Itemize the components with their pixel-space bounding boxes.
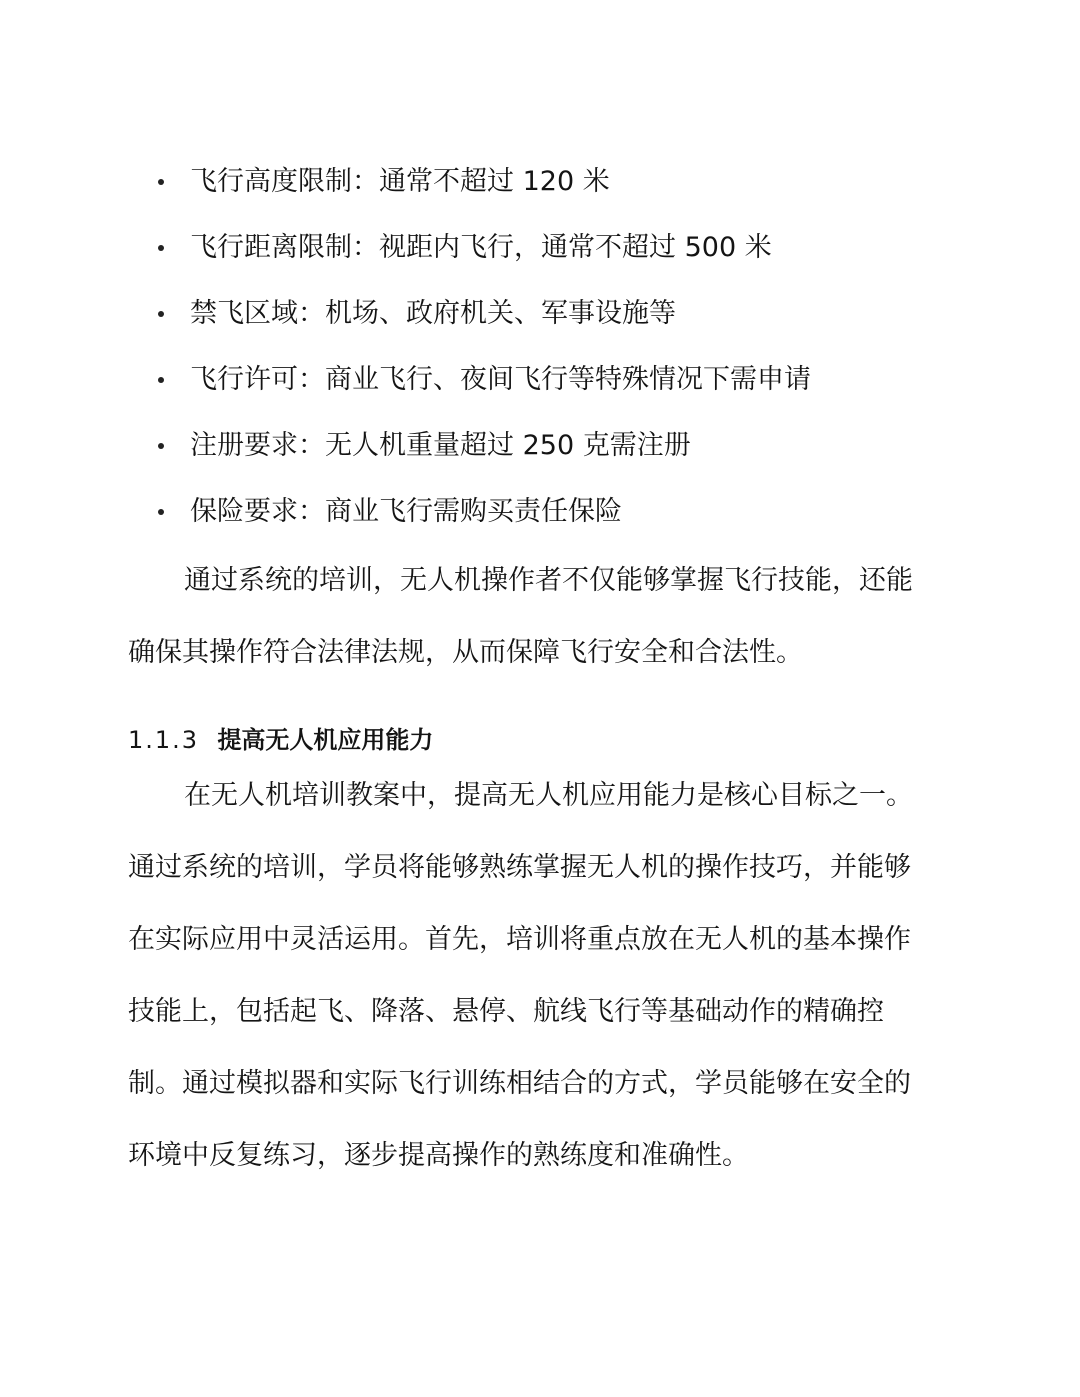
paragraph-line: 环境中反复练习，逐步提高操作的熟练度和准确性。 — [128, 1140, 749, 1171]
summary-paragraph — [128, 545, 958, 689]
bullet-text: 飞行许可：商业飞行、夜间飞行等特殊情况下需申请 — [190, 364, 811, 395]
bullet-dot-icon — [158, 377, 164, 383]
body-paragraph — [128, 760, 958, 1192]
paragraph-line: 技能上，包括起飞、降落、悬停、航线飞行等基础动作的精确控 — [128, 996, 884, 1027]
bullet-dot-icon — [158, 245, 164, 251]
bullet-text: 飞行距离限制：视距内飞行，通常不超过 500 米 — [190, 232, 772, 263]
section-heading — [128, 718, 433, 762]
paragraph-line: 通过系统的培训，无人机操作者不仅能够掌握飞行技能，还能 — [184, 565, 913, 596]
section-number: 1.1.3 — [128, 726, 200, 754]
bullet-text: 飞行高度限制：通常不超过 120 米 — [190, 166, 610, 197]
paragraph-line: 制。通过模拟器和实际飞行训练相结合的方式，学员能够在安全的 — [128, 1068, 911, 1099]
paragraph-line: 通过系统的培训，学员将能够熟练掌握无人机的操作技巧，并能够 — [128, 852, 911, 883]
paragraph-line: 在实际应用中灵活运用。首先，培训将重点放在无人机的基本操作 — [128, 924, 911, 955]
bullet-dot-icon — [158, 179, 164, 185]
bullet-dot-icon — [158, 443, 164, 449]
paragraph-line: 在无人机培训教案中，提高无人机应用能力是核心目标之一。 — [184, 780, 913, 811]
bullet-text: 禁飞区域：机场、政府机关、军事设施等 — [190, 298, 676, 329]
bullet-dot-icon — [158, 509, 164, 515]
section-title: 提高无人机应用能力 — [217, 726, 434, 754]
list-item — [150, 289, 970, 355]
list-item — [150, 157, 970, 223]
bullet-dot-icon — [158, 311, 164, 317]
bullet-text: 注册要求：无人机重量超过 250 克需注册 — [190, 430, 691, 461]
bullet-text: 保险要求：商业飞行需购买责任保险 — [190, 496, 622, 527]
list-item — [150, 355, 970, 421]
list-item — [150, 421, 970, 487]
list-item — [150, 223, 970, 289]
paragraph-line: 确保其操作符合法律法规，从而保障飞行安全和合法性。 — [128, 637, 803, 668]
regulation-bullet-list — [150, 157, 970, 553]
list-item — [150, 487, 970, 553]
